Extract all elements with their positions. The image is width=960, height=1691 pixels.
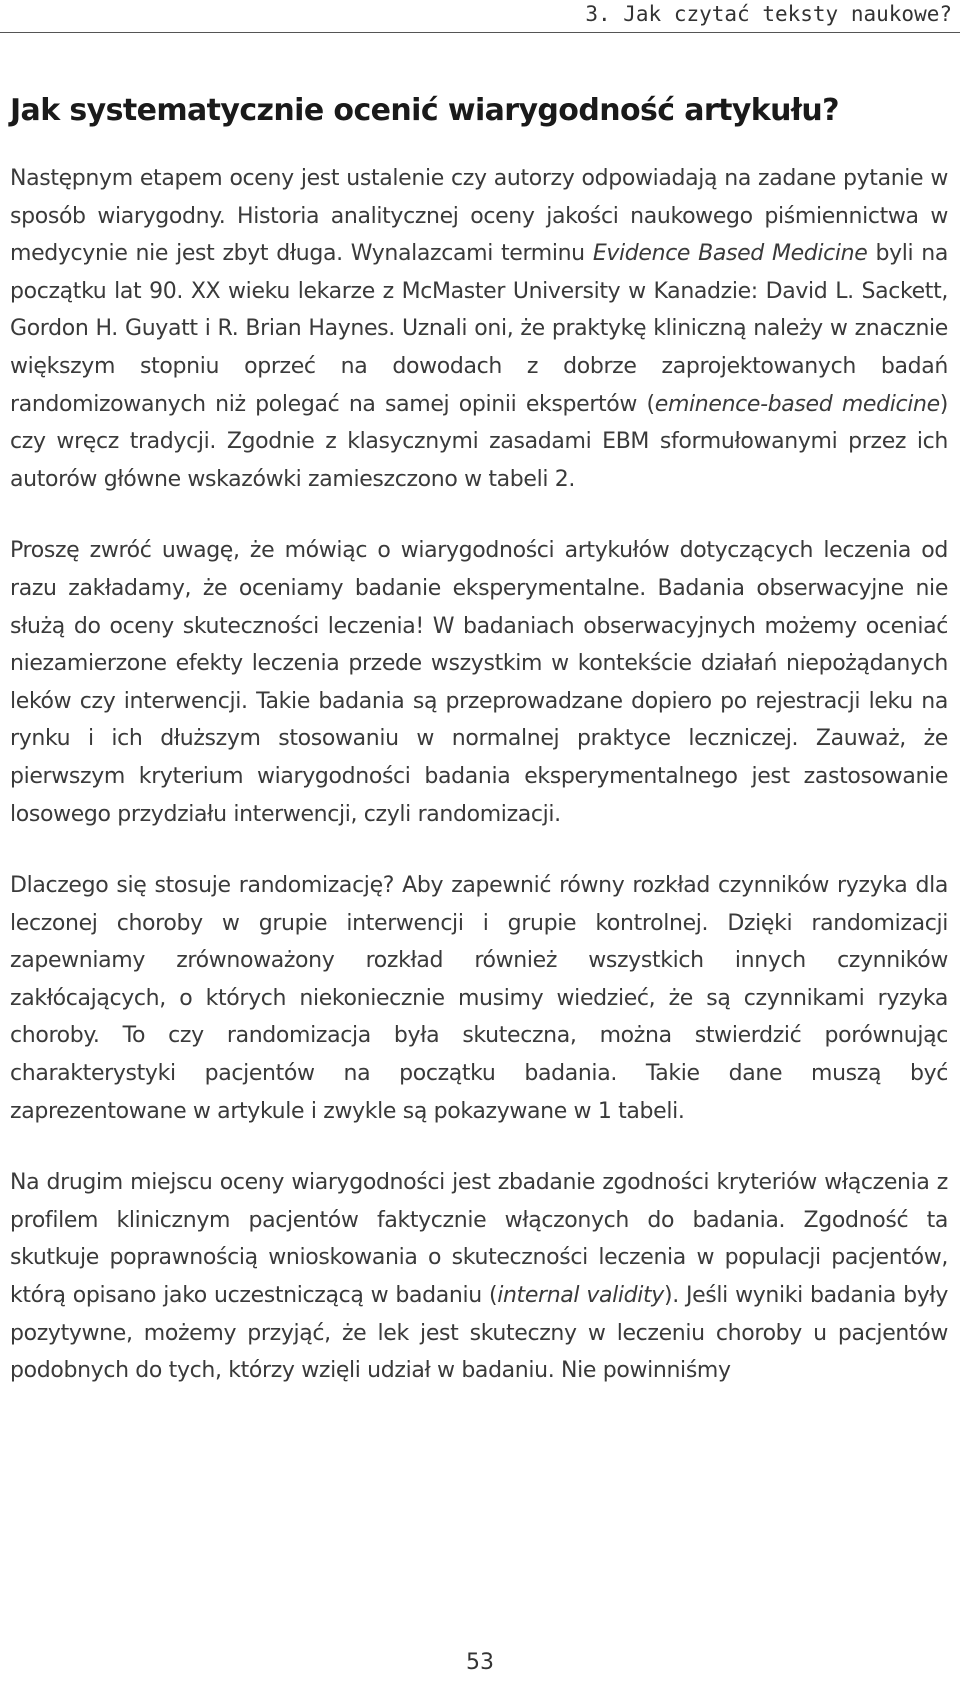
running-header — [0, 0, 960, 33]
paragraph-experimental-studies: Proszę zwróć uwagę, że mówiąc o wiarygodności artykułów dotyczących leczenia od razu zakładamy, że oceniamy badanie eksperymentalne. Badania obserwacyjne nie służą do oceny skuteczności leczenia! W badaniach obserwacyjnych możemy oceniać niezamierzone efekty leczenia przede wszystkim w kontekście działań niepożądanych leków czy interwencji. Takie badania są przeprowadzane dopiero po rejestracji leku na rynku i ich dłuższym stosowaniu w normalnej praktyce leczniczej. Zauważ, że pierwszym kryterium wiarygodności badania eksperymentalnego jest zastosowanie losowego przydziału interwencji, czyli randomizacji. — [10, 538, 948, 827]
paragraph-text: Na drugim miejscu oceny wiarygodności jest zbadanie zgodności kryteriów włączenia z profilem klinicznym pacjentów faktycznie włączonych do badania. Zgodność ta skutkuje poprawnością wnioskowania o skuteczności leczenia w populacji pacjentów, którą opisano jako uczestniczącą w badaniu ( — [10, 1170, 948, 1309]
term-eminence-based-medicine: eminence-based medicine — [654, 391, 940, 417]
section-heading: Jak systematycznie ocenić wiarygodność artykułu? — [10, 93, 839, 128]
running-header-title: 3. Jak czytać teksty naukowe? — [585, 2, 952, 26]
page-number: 53 — [466, 1650, 494, 1675]
paragraph-randomization: Dlaczego się stosuje randomizację? Aby zapewnić równy rozkład czynników ryzyka dla leczonej choroby w grupie interwencji i grupie kontrolnej. Dzięki randomizacji zapewniamy zrównoważony rozkład również wszystkich innych czynników zakłócających, o których niekoniecznie musimy wiedzieć, że są czynnikami ryzyka choroby. To czy randomizacja była skuteczna, można stwierdzić porównując charakterystyki pacjentów na początku badania. Takie dane muszą być zaprezentowane w artykule i zwykle są pokazywane w 1 tabeli. — [10, 873, 948, 1124]
term-internal-validity: internal validity — [497, 1283, 664, 1309]
page-content — [10, 92, 948, 1424]
paragraph-text: ). Jeśli wyniki badania były pozytywne, możemy przyjąć, że lek jest skuteczny w leczeniu choroby u pacjentów podobnych do tych, którzy wzięli udział w badaniu. Nie powinniśmy — [10, 1283, 948, 1384]
paragraph-inclusion-criteria — [10, 1164, 948, 1390]
term-evidence-based-medicine: Evidence Based Medicine — [592, 241, 868, 267]
paragraph-history-ebm — [10, 160, 948, 498]
paragraph-text: ) czy wręcz tradycji. Zgodnie z klasycznymi zasadami EBM sformułowanymi przez ich autorów główne wskazówki zamieszczono w tabeli 2. — [10, 391, 948, 492]
paragraph-text: byli na początku lat 90. XX wieku lekarze z McMaster University w Kanadzie: David L. Sackett, Gordon H. Guyatt i R. Brian Haynes. Uznali oni, że praktykę kliniczną należy w znacznie większym stopniu oprzeć na dowodach z dobrze zaprojektowanych badań randomizowanych niż polegać na samej opinii ekspertów ( — [10, 241, 949, 417]
paragraph-text: Następnym etapem oceny jest ustalenie czy autorzy odpowiadają na zadane pytanie w sposób wiarygodny. Historia analitycznej oceny jakości naukowego piśmiennictwa w medycynie nie jest zbyt długa. Wynalazcami terminu — [10, 166, 948, 267]
